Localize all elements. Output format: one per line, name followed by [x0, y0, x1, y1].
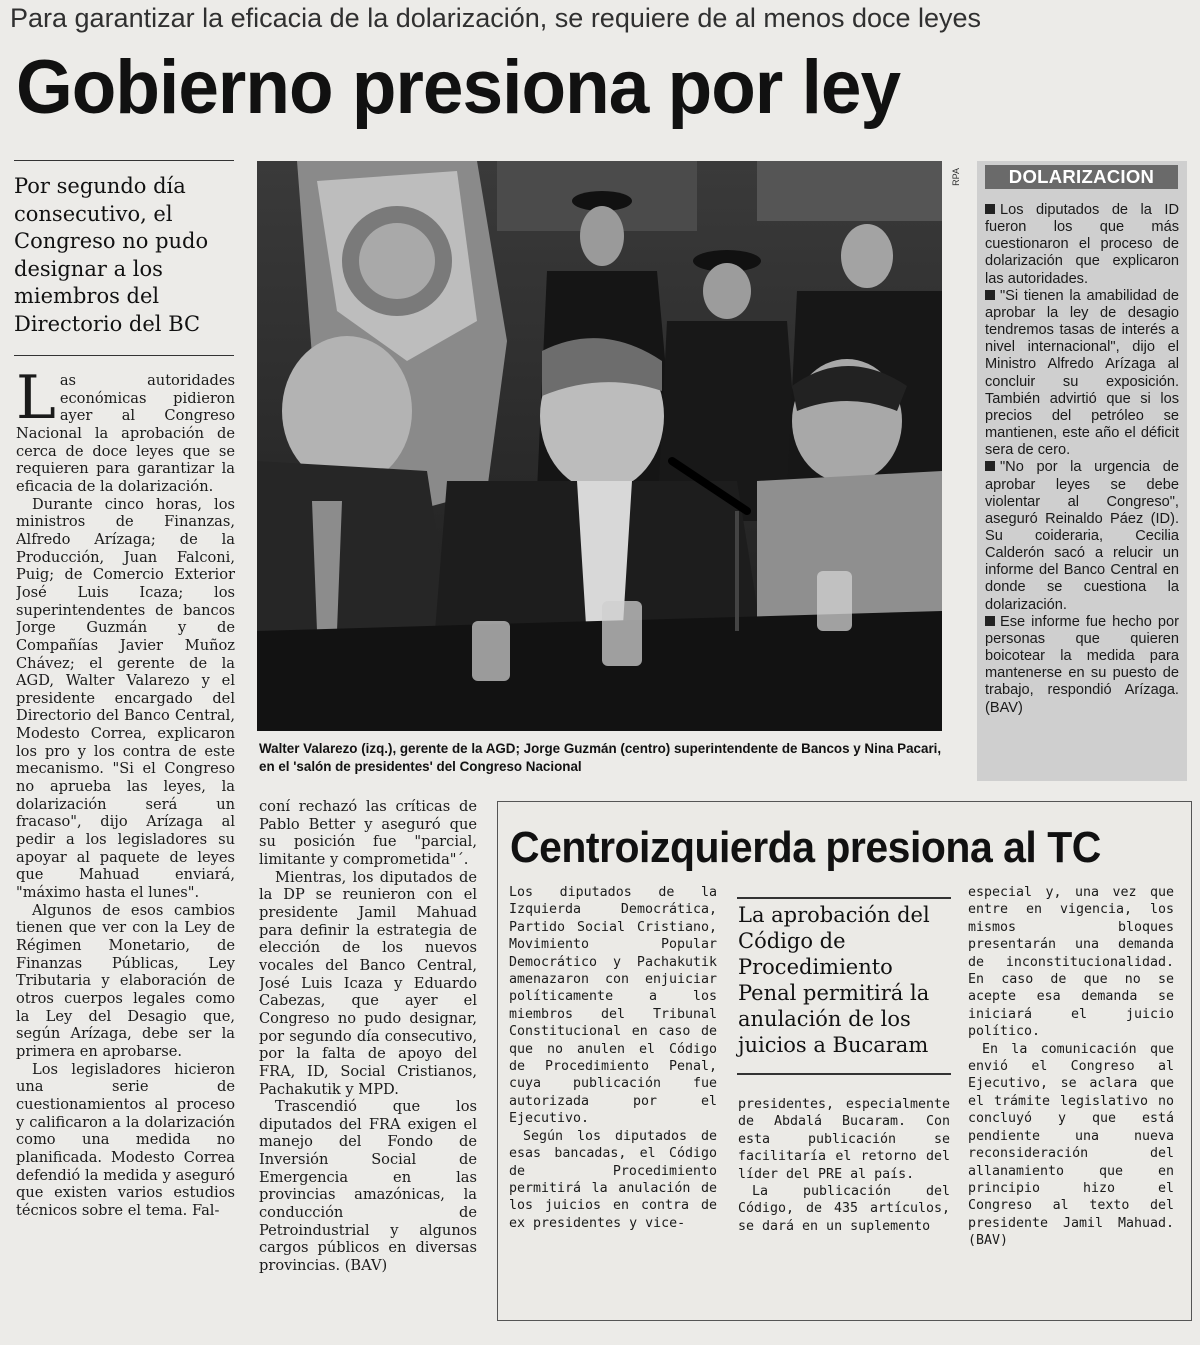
photo-caption: Walter Valarezo (izq.), gerente de la AGD; Jorge Guzmán (centro) superintendente de Bancos y Nina Pacari, en el 'salón de presidentes' del Congreso Nacional	[259, 741, 942, 774]
press-photo	[257, 161, 942, 731]
sidebar-item: "No por la urgencia de aprobar leyes se debe violentar al Congreso", aseguró Reinaldo Páez (ID). Su coideraria, Cecilia Calderón sacó a relucir un informe del Banco Central en donde se cuestiona la dolarización.	[985, 459, 1179, 613]
article-column-2	[259, 798, 477, 1318]
paragraph: as autoridades económicas pidieron ayer al Congreso Nacional la aprobación de cerca de doce leyes que se requieren para garantizar la eficacia de la dolarización.	[16, 372, 235, 495]
sidebar-item: "Si tienen la amabilidad de aprobar la ley de desagio tendremos tasas de interés a nivel internacional", dijo el Ministro Alfredo Arízaga al concluir su exposición. También advirtió que si los precios del petróleo se mantienen, este año el déficit sera de cero.	[985, 287, 1179, 459]
sidebar-body	[985, 202, 1179, 717]
divider	[737, 897, 951, 899]
second-article-column-1	[509, 884, 717, 1274]
deck: Por segundo día consecutivo, el Congreso no pudo designar a los miembros del Directorio del BC	[14, 174, 209, 336]
square-bullet-icon	[985, 461, 995, 471]
paragraph: especial y, una vez que entre en vigencia, los mismos bloques presentarán una demanda de inconstitucionalidad. En caso de que no se acepte esa demanda se iniciará el juicio político.	[968, 885, 1174, 1040]
divider	[737, 1073, 951, 1075]
paragraph: presidentes, especialmente de Abdalá Bucaram. Con esta publicación se facilitaría el retorno del líder del PRE al país.	[738, 1097, 950, 1182]
paragraph: Los legisladores hicieron una serie de cuestionamientos al proceso y calificaron a la dolarización como una medida no planificada. Modesto Correa defendió la medida y aseguró que existen varios estudios técnicos sobre el tema. Fal-	[16, 1060, 235, 1219]
sidebar-label: DOLARIZACION	[985, 165, 1178, 189]
paragraph: Mientras, los diputados de la DP se reunieron con el presidente Jamil Mahuad para definir la estrategia de elección de los nuevos vocales del Banco Central, José Luis Icaza y Eduardo Cabezas, que ayer el Congreso no pudo designar, por segundo día consecutivo, por la falta de apoyo del FRA, ID, Social Cristianos, Pachakutik y MPD.	[259, 868, 477, 1098]
square-bullet-icon	[985, 204, 995, 214]
square-bullet-icon	[985, 616, 995, 626]
second-article-column-3	[968, 884, 1174, 1279]
divider	[14, 355, 234, 356]
paragraph: Trascendió que los diputados del FRA exigen el manejo del Fondo de Inversión Social de Emergencia en las provincias amazónicas, la conducción de Petroindustrial y algunos cargos públicos en diversas provincias. (BAV)	[259, 1098, 477, 1275]
paragraph: La publicación del Código, de 435 artículos, se dará en un suplemento	[738, 1184, 950, 1234]
paragraph: Los diputados de la Izquierda Democrática, Partido Social Cristiano, Movimiento Popular Democrático y Pachakutik amenazaron con enjuiciar políticamente a los miembros del Tribunal Constitucional en caso de que no anulen el Código de Procedimiento Penal, cuya publicación fue autorizada por el Ejecutivo.	[509, 885, 717, 1127]
second-article-column-2	[738, 1096, 950, 1276]
drop-cap: L	[16, 372, 56, 433]
kicker: Para garantizar la eficacia de la dolarización, se requiere de al menos doce leyes	[10, 3, 982, 33]
paragraph: Algunos de esos cambios tienen que ver con la Ley de Régimen Monetario, de Finanzas Públicas, Ley Tributaria y elaboración de otros cuerpos legales como la Ley del Desagio que, según Arízaga, debe ser la primera en aprobarse.	[16, 901, 235, 1060]
sidebar-item: Los diputados de la ID fueron los que más cuestionaron el proceso de dolarización que explicaron las autoridades.	[985, 202, 1179, 287]
paragraph: coní rechazó las críticas de Pablo Better y aseguró que su posición fue "parcial, limitante y comprometida"´.	[259, 798, 477, 868]
sidebar-item: Ese informe fue hecho por personas que quieren boicotear la medida para mantenerse en su puesto de trabajo, respondió Arízaga. (BAV)	[985, 613, 1179, 716]
paragraph: Según los diputados de esas bancadas, el Código de Procedimiento permitirá la anulación de los juicios en contra de ex presidentes y vice-	[509, 1128, 717, 1231]
photo-image	[257, 161, 942, 731]
paragraph: Durante cinco horas, los ministros de Finanzas, Alfredo Arízaga; de la Producción, Juan Falconi, Puig; de Comercio Exterior José Luis Icaza; los superintendentes de bancos Jorge Guzmán y de Compañías Javier Muñoz Chávez; el gerente de la AGD, Walter Valarezo y el presidente encargado del Directorio del Banco Central, Modesto Correa, explicaron los pro y los contra de este mecanismo. "Si el Congreso no aprueba las leyes, la dolarización será un fracaso", dijo Arízaga al pedir a los legisladores su apoyar al paquete de leyes que Mahuad enviará, "máximo hasta el lunes".	[16, 495, 235, 902]
pullquote: La aprobación del Código de Procedimiento Penal permitirá la anulación de los juicios a Bucaram	[738, 903, 930, 1057]
headline: Gobierno presiona por ley	[16, 45, 901, 130]
divider	[14, 160, 234, 161]
square-bullet-icon	[985, 290, 995, 300]
paragraph: En la comunicación que envió el Congreso al Ejecutivo, se aclara que el trámite legislativo no concluyó y que está pendiente una nueva reconsideración del allanamiento que en principio hizo el Congreso al texto del presidente Jamil Mahuad. (BAV)	[968, 1041, 1174, 1249]
second-headline: Centroizquierda presiona al TC	[510, 823, 1101, 872]
photo-credit: RPA	[951, 168, 961, 186]
article-column-1	[16, 372, 235, 1302]
sidebar-box	[977, 161, 1187, 781]
